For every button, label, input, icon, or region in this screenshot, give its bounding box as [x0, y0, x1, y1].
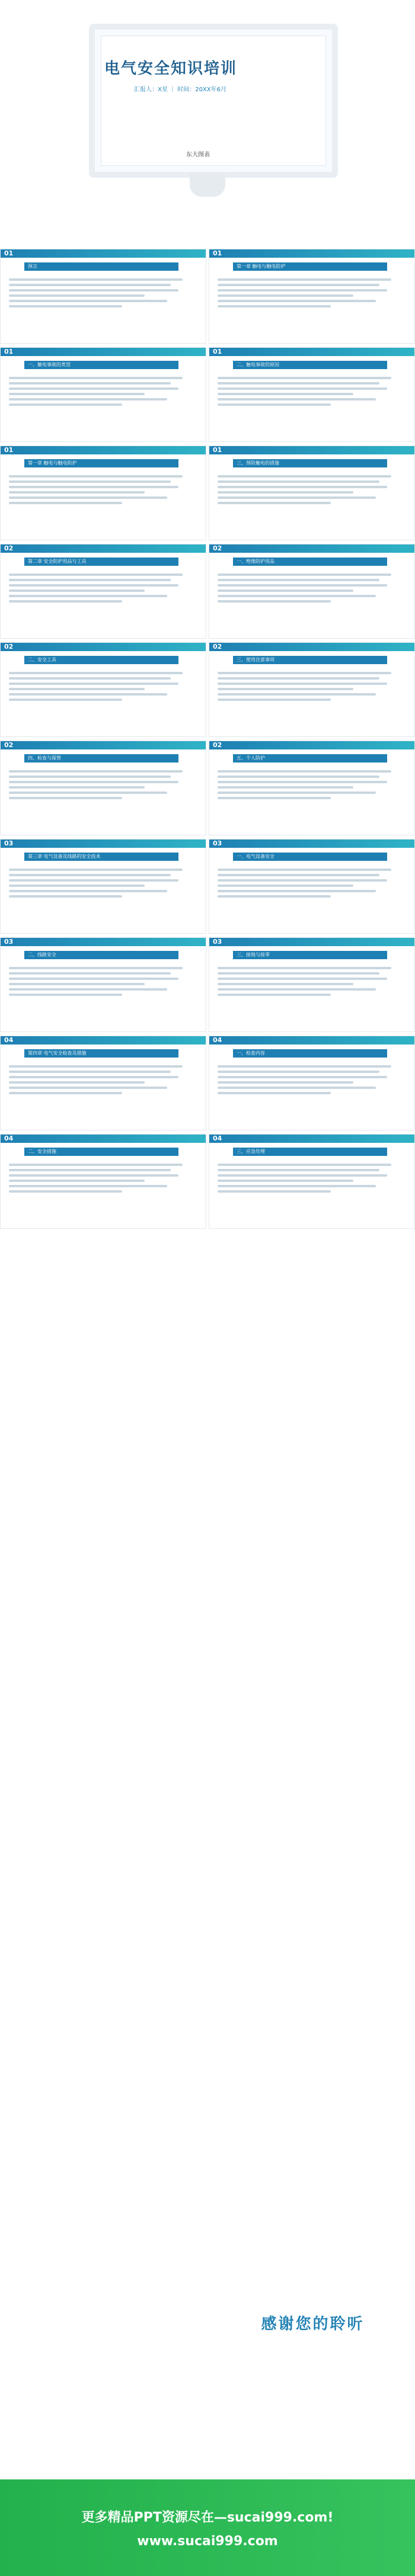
- slide-number: 03: [4, 840, 14, 847]
- slide-heading: 一、绝缘防护用品: [233, 558, 387, 566]
- thanks-slide: [210, 2275, 415, 2370]
- slide-bar: [1, 643, 206, 651]
- slide-number: 04: [213, 1135, 222, 1142]
- slide-card: [0, 1134, 206, 1229]
- slide-heading: 第二章 安全防护用品与工具: [24, 558, 178, 566]
- slide-card: [209, 347, 415, 442]
- slide-card: [0, 1036, 206, 1130]
- slide-heading: 四、检查与保管: [24, 754, 178, 762]
- slide-heading: 一、检查内容: [233, 1049, 387, 1058]
- slide-number: 01: [4, 348, 14, 355]
- slide-bar: [1, 1036, 206, 1045]
- slide-card: [0, 642, 206, 737]
- monitor-stand: [190, 173, 225, 197]
- slide-heading: 第三章 电气设备及线路的安全技术: [24, 853, 178, 861]
- monitor-frame: [89, 24, 338, 178]
- slide-card: [209, 937, 415, 1032]
- slide-bar: [209, 741, 414, 749]
- slide-heading: 三、使用注意事项: [233, 656, 387, 664]
- slide-bar: [209, 840, 414, 848]
- slide-heading: 五、个人防护: [233, 754, 387, 762]
- slide-bar: [1, 840, 206, 848]
- slide-number: 02: [213, 643, 222, 651]
- slide-card: [0, 741, 206, 835]
- hero-footer: 东大图表: [186, 152, 210, 158]
- slide-bar: [209, 249, 414, 258]
- slide-bar: [1, 249, 206, 258]
- slide-bar: [209, 1135, 414, 1143]
- slide-heading: 第四章 电气安全检查及措施: [24, 1049, 178, 1058]
- slide-bar: [1, 1135, 206, 1143]
- slide-bar: [209, 446, 414, 454]
- slide-heading: 第一章 触电与触电防护: [24, 459, 178, 467]
- slide-card: [0, 544, 206, 639]
- slide-heading: 二、安全工具: [24, 656, 178, 664]
- slide-heading: 二、线路安全: [24, 951, 178, 959]
- slide-card: [0, 839, 206, 934]
- slide-number: 02: [4, 741, 14, 749]
- footer-banner: [0, 2479, 415, 2576]
- slide-card: [209, 1134, 415, 1229]
- slide-bar: [209, 938, 414, 946]
- slides-grid: [0, 249, 415, 1232]
- slide-number: 02: [213, 741, 222, 749]
- slide-heading: 三、接地与接零: [233, 951, 387, 959]
- slide-card: [209, 1036, 415, 1130]
- slide-card: [209, 741, 415, 835]
- slide-bar: [209, 544, 414, 553]
- slide-heading: 一、触电事故的类型: [24, 361, 178, 369]
- slide-card: [0, 446, 206, 540]
- footer-line-2: www.sucai999.com: [137, 2533, 278, 2549]
- slide-number: 01: [4, 446, 14, 454]
- slide-number: 03: [213, 938, 222, 946]
- slide-card: [209, 249, 415, 344]
- slide-number: 01: [4, 249, 14, 257]
- slide-bar: [1, 446, 206, 454]
- slide-card: [209, 446, 415, 540]
- slide-number: 04: [4, 1135, 14, 1142]
- slide-card: [209, 544, 415, 639]
- slide-card: [0, 937, 206, 1032]
- slide-number: 02: [4, 544, 14, 552]
- slide-card: [0, 249, 206, 344]
- slide-number: 03: [4, 938, 14, 946]
- slide-number: 01: [213, 348, 222, 355]
- slide-heading: 一、电气设备安全: [233, 853, 387, 861]
- slide-bar: [1, 348, 206, 356]
- slide-number: 01: [213, 446, 222, 454]
- hero-subtitle: 汇报人：X星 ｜ 时间：20XX年6月: [134, 86, 226, 93]
- slide-number: 02: [4, 643, 14, 651]
- slide-heading: 三、预防触电的措施: [233, 459, 387, 467]
- slide-heading: 预言: [24, 262, 178, 271]
- slide-number: 04: [4, 1036, 14, 1044]
- slide-heading: 二、触电事故的原因: [233, 361, 387, 369]
- slide-bar: [1, 544, 206, 553]
- hero-slide: [0, 0, 415, 249]
- slide-number: 04: [213, 1036, 222, 1044]
- slide-card: [209, 839, 415, 934]
- slide-bar: [209, 643, 414, 651]
- slide-card: [209, 642, 415, 737]
- slide-heading: 第一章 触电与触电防护: [233, 262, 387, 271]
- slide-number: 03: [213, 840, 222, 847]
- slide-bar: [209, 348, 414, 356]
- footer-line-1: 更多精品PPT资源尽在—sucai999.com!: [81, 2510, 334, 2525]
- slide-number: 02: [213, 544, 222, 552]
- slide-bar: [1, 938, 206, 946]
- slide-bar: [209, 1036, 414, 1045]
- slide-card: [0, 347, 206, 442]
- slide-heading: 三、应急处理: [233, 1148, 387, 1156]
- slide-number: 01: [213, 249, 222, 257]
- thanks-text: 感谢您的聆听: [261, 2315, 365, 2333]
- slide-heading: 二、安全措施: [24, 1148, 178, 1156]
- slide-bar: [1, 741, 206, 749]
- hero-title: 电气安全知识培训: [104, 60, 238, 78]
